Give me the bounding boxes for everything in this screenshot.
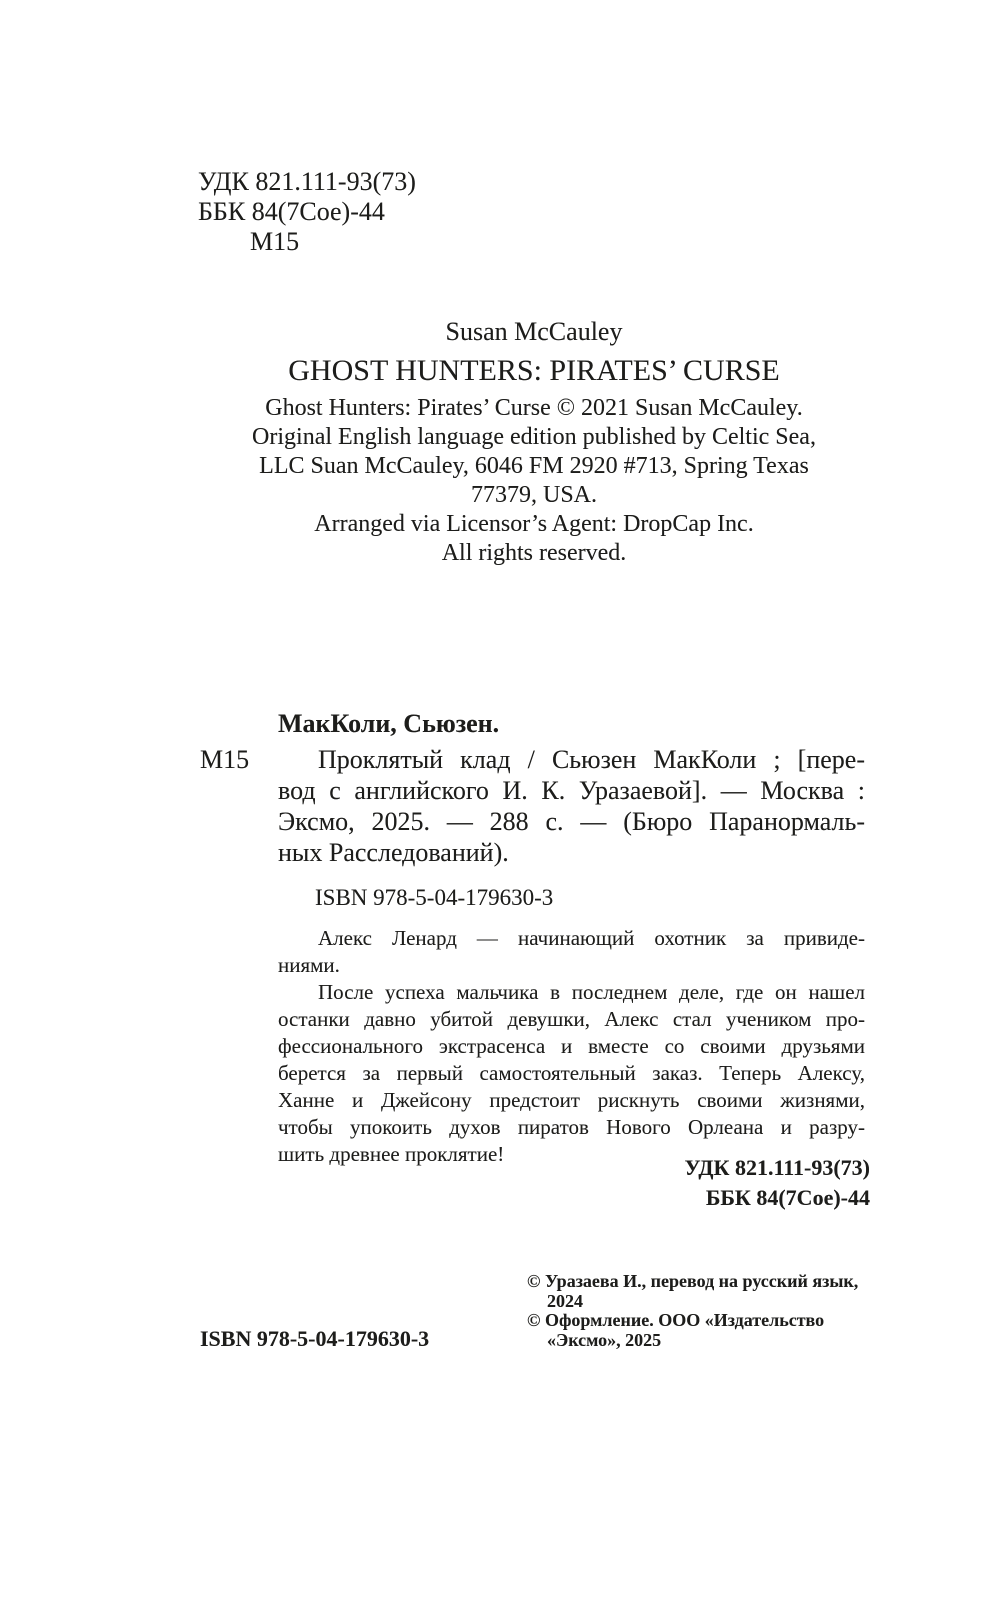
annotation-line: Алекс Ленард — начинающий охотник за привиде- xyxy=(318,926,865,950)
footer-isbn: ISBN 978-5-04-179630-3 xyxy=(200,1326,430,1351)
annotation-line: Ханне и Джейсону предстоит рискнуть своими жизнями, xyxy=(278,1088,865,1112)
catalog-description-line: Эксмо, 2025. — 288 с. — (Бюро Паранормаль- xyxy=(278,807,865,836)
copyright-line: Arranged via Licensor’s Agent: DropCap Inc. xyxy=(314,511,754,537)
annotation-line: После успеха мальчика в последнем деле, где он нашел xyxy=(318,980,865,1004)
english-copyright-block xyxy=(200,317,868,568)
copyright-credit-line: © Оформление. ООО «Издательство xyxy=(527,1310,825,1331)
catalog-description-line: Проклятый клад / Сьюзен МакКоли ; [пере- xyxy=(318,745,865,774)
annotation-line: шить древнее проклятие! xyxy=(278,1142,505,1166)
copyright-credits-block xyxy=(527,1272,892,1350)
bbk-code-bottom: ББК 84(7Сое)-44 xyxy=(705,1184,870,1210)
annotation-line: ниями. xyxy=(278,953,340,977)
catalog-card xyxy=(200,708,865,868)
annotation-line: фессионального экстрасенса и вместе со своими друзьями xyxy=(278,1034,865,1058)
copyright-credit-line: 2024 xyxy=(547,1290,583,1311)
annotation-line: останки давно убитой девушки, Алекс стал учеником про- xyxy=(278,1007,865,1031)
copyright-line: All rights reserved. xyxy=(441,540,627,566)
catalog-description-line: вод с английского И. К. Уразаевой]. — Москва : xyxy=(278,776,865,805)
author-sign-code: М15 xyxy=(250,227,300,256)
catalog-isbn: ISBN 978-5-04-179630-3 xyxy=(315,885,554,910)
copyright-credit-line: © Уразаева И., перевод на русский язык, xyxy=(527,1271,859,1291)
original-title: GHOST HUNTERS: PIRATES’ CURSE xyxy=(288,354,780,387)
catalog-margin-code: М15 xyxy=(200,745,250,774)
udk-code-bottom: УДК 821.111-93(73) xyxy=(684,1155,870,1180)
udk-code: УДК 821.111-93(73) xyxy=(198,167,416,196)
copyright-line: 77379, USA. xyxy=(470,482,597,508)
copyright-line: LLC Suan McCauley, 6046 FM 2920 #713, Spring Texas xyxy=(259,453,809,479)
annotation-line: берется за первый самостоятельный заказ. Теперь Алексу, xyxy=(278,1061,865,1085)
catalog-description-line: ных Расследований). xyxy=(278,838,509,867)
copyright-line: Original English language edition published by Celtic Sea, xyxy=(252,424,816,450)
annotation-block xyxy=(278,925,865,1168)
bottom-classification-block xyxy=(200,1153,870,1212)
bbk-code: ББК 84(7Сое)-44 xyxy=(198,197,385,226)
catalog-author-heading: МакКоли, Сьюзен. xyxy=(278,709,500,738)
copyright-credit-line: «Эксмо», 2025 xyxy=(547,1329,662,1350)
original-author: Susan McCauley xyxy=(445,317,623,346)
top-classification-block xyxy=(198,167,416,257)
annotation-line: чтобы упокоить духов пиратов Нового Орлеана и разру- xyxy=(278,1115,865,1139)
copyright-line: Ghost Hunters: Pirates’ Curse © 2021 Susan McCauley. xyxy=(265,395,803,421)
